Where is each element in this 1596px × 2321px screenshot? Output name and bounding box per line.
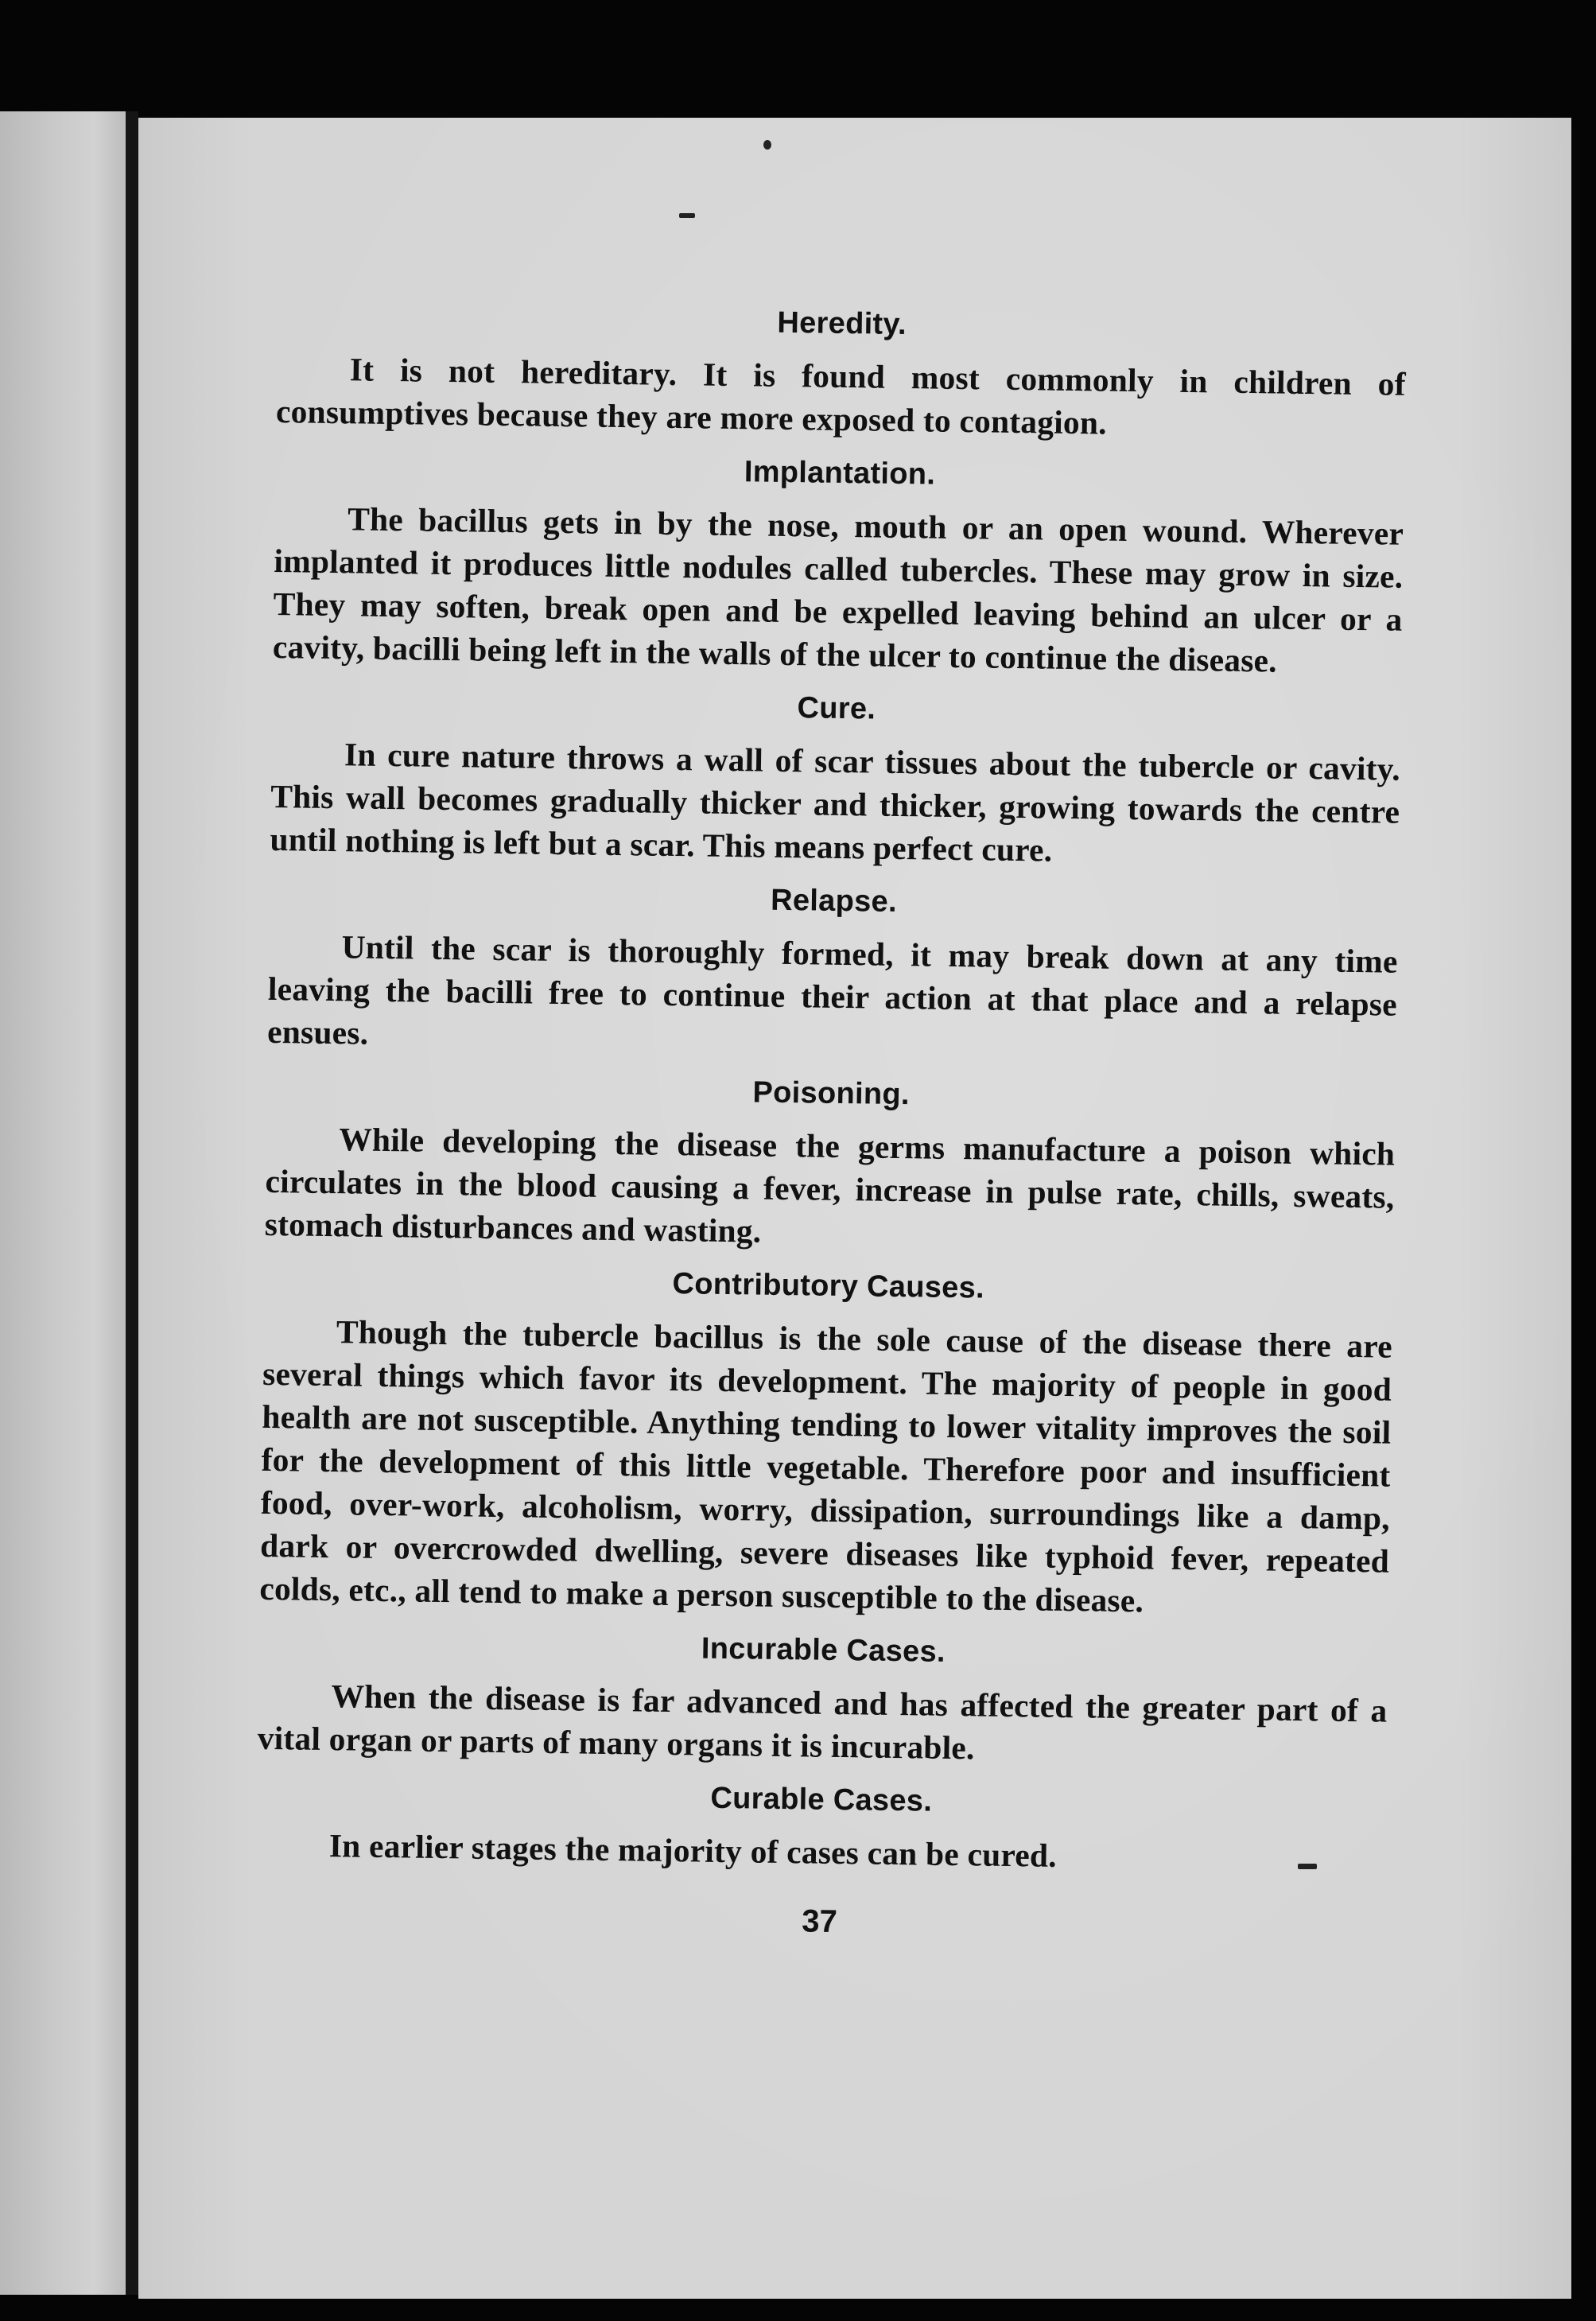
page-body <box>254 301 1406 1948</box>
section-text-curable-cases: In earlier stages the majority of cases can be cured. <box>328 1827 1058 1874</box>
facing-page-edge <box>0 111 126 2295</box>
section-heading-contributory-causes: Contributory Causes. <box>672 1267 985 1305</box>
section-heading-curable-cases: Curable Cases. <box>710 1781 933 1818</box>
section-heading-heredity: Heredity. <box>777 305 907 342</box>
book-page <box>138 118 1571 2299</box>
section-text-implantation: The bacillus gets in by the nose, mouth or an open wound. Wherever implanted it produces little nodules called tubercles. These may grow in size. They may soften, break open and be expelled leaving behind an ulcer or a cavity, bacilli being left in the walls of the ulcer to continue the disease. <box>272 500 1404 679</box>
section-text-heredity: It is not hereditary. It is found most commonly in children of consumptives because they are more exposed to contagion. <box>275 351 1406 441</box>
section-heading-incurable-cases: Incurable Cases. <box>701 1631 946 1669</box>
ink-speck <box>679 213 695 218</box>
section-text-poisoning: While developing the disease the germs manufacture a poison which circulates in the blood causing a fever, increase in pulse rate, chills, sweats, stomach disturbances and wasting. <box>264 1121 1396 1250</box>
book-spine <box>126 111 138 2295</box>
ink-speck <box>763 140 771 150</box>
section-heading-relapse: Relapse. <box>770 883 898 919</box>
section-text-contributory-causes: Though the tubercle bacillus is the sole cause of the disease there are several things which favor its development. The majority of people in good health are not susceptible. Anything tending to lower vitality improves the soil for the development of this little vegetable. Therefore poor and insufficient food, over-work, alcoholism, worry, dissipation, surroundings like a damp, dark or overcrowded dwelling, severe diseases like typhoid fever, repeated colds, etc., all tend to make a person susceptible to the disease. <box>259 1313 1393 1619</box>
section-heading-cure: Cure. <box>797 691 876 726</box>
section-text-relapse: Until the scar is thoroughly formed, it may break down at any time leaving the bacilli free to continue their action at that place and a relapse ensues. <box>266 928 1398 1052</box>
page-number: 37 <box>802 1903 838 1940</box>
section-heading-poisoning: Poisoning. <box>752 1075 911 1112</box>
section-text-incurable-cases: When the disease is far advanced and has affected the greater part of a vital organ or parts of many organs it is incurable. <box>257 1678 1388 1767</box>
section-heading-implantation: Implantation. <box>744 455 936 492</box>
section-text-cure: In cure nature throws a wall of scar tissues about the tubercle or cavity. This wall becomes gradually thicker and thicker, growing towards the centre until nothing is left but a scar. This means perfect cure. <box>270 736 1401 869</box>
